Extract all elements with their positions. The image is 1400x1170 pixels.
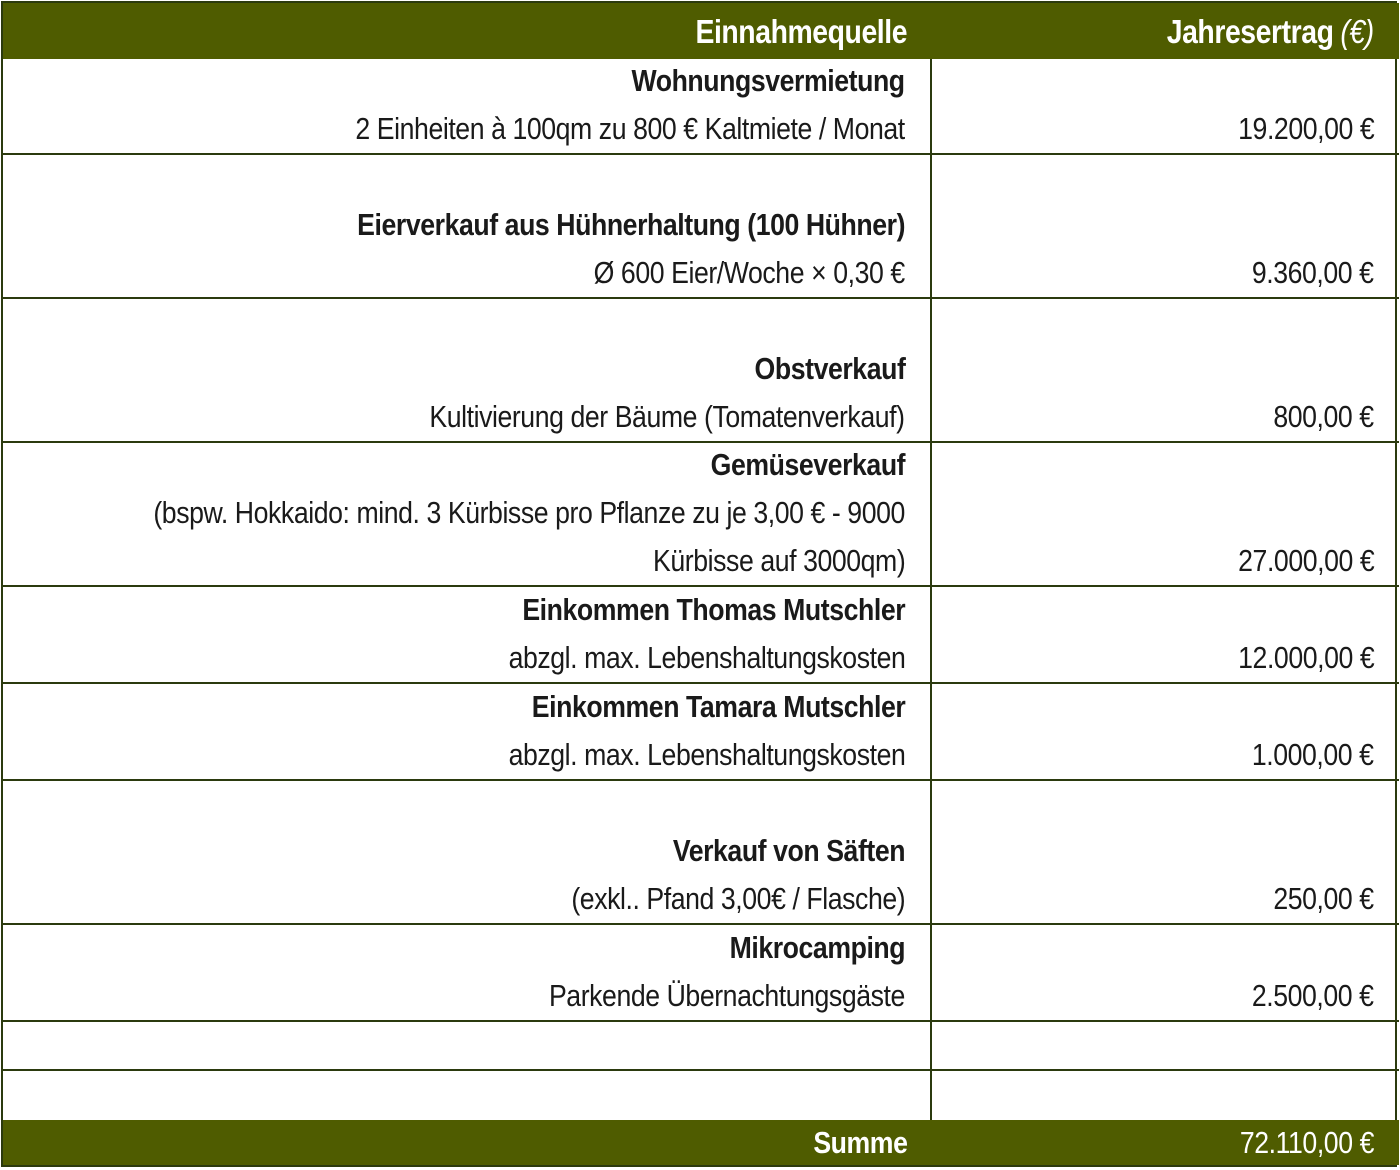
source-title: Gemüseverkauf	[710, 447, 905, 482]
source-detail: (bspw. Hokkaido: mind. 3 Kürbisse pro Pflanze zu je 3,00 € - 9000	[153, 495, 905, 530]
table-row	[3, 925, 1399, 1022]
empty-cell	[3, 1022, 932, 1069]
empty-cell	[932, 1071, 1399, 1120]
source-cell	[3, 684, 932, 779]
source-title: Mikrocamping	[729, 930, 905, 965]
empty-cell	[3, 1071, 932, 1120]
header-income-text: Jahresertrag	[1166, 13, 1334, 50]
empty-cell	[932, 1022, 1399, 1069]
footer-label-cell	[3, 1120, 932, 1165]
source-title: Einkommen Tamara Mutschler	[531, 689, 905, 724]
source-detail: Kultivierung der Bäume (Tomatenverkauf)	[429, 399, 905, 434]
source-title: Wohnungsvermietung	[631, 63, 905, 98]
header-income-label	[1167, 5, 1374, 59]
empty-row	[3, 1022, 1399, 1071]
table-row	[3, 587, 1399, 684]
amount-cell	[932, 781, 1399, 923]
source-cell	[3, 925, 932, 1020]
amount-cell	[932, 155, 1399, 297]
header-source-cell	[3, 3, 932, 59]
table-header	[3, 3, 1399, 59]
source-cell	[3, 299, 932, 441]
header-source-label: Einnahmequelle	[695, 13, 907, 50]
table-row	[3, 155, 1399, 299]
table-row	[3, 781, 1399, 925]
table-row	[3, 299, 1399, 443]
amount-value: 9.360,00 €	[1252, 255, 1374, 290]
source-title: Einkommen Thomas Mutschler	[522, 592, 905, 627]
table-row	[3, 59, 1399, 155]
income-table	[1, 1, 1397, 1167]
empty-row	[3, 1071, 1399, 1120]
source-cell	[3, 155, 932, 297]
footer-total-cell	[932, 1120, 1399, 1165]
source-detail: abzgl. max. Lebenshaltungskosten	[508, 640, 905, 675]
amount-value: 27.000,00 €	[1237, 543, 1374, 578]
amount-value: 250,00 €	[1273, 881, 1374, 916]
source-detail: (exkl.. Pfand 3,00€ / Flasche)	[571, 881, 905, 916]
source-detail: abzgl. max. Lebenshaltungskosten	[508, 737, 905, 772]
source-detail: Kürbisse auf 3000qm)	[652, 543, 905, 578]
table-row	[3, 443, 1399, 587]
source-cell	[3, 587, 932, 682]
amount-value: 2.500,00 €	[1252, 978, 1374, 1013]
amount-cell	[932, 684, 1399, 779]
source-detail: Parkende Übernachtungsgäste	[549, 978, 905, 1013]
amount-cell	[932, 443, 1399, 585]
amount-cell	[932, 925, 1399, 1020]
header-income-cell	[932, 3, 1399, 59]
amount-value: 19.200,00 €	[1237, 111, 1374, 146]
source-cell	[3, 59, 932, 153]
amount-value: 1.000,00 €	[1252, 737, 1374, 772]
header-income-unit: (€)	[1340, 13, 1374, 50]
sum-label: Summe	[812, 1125, 907, 1160]
table-footer	[3, 1120, 1399, 1165]
source-title: Eierverkauf aus Hühnerhaltung (100 Hühner)	[357, 207, 905, 242]
amount-cell	[932, 587, 1399, 682]
table-row	[3, 684, 1399, 781]
source-detail: Ø 600 Eier/Woche × 0,30 €	[593, 255, 905, 290]
sum-total: 72.110,00 €	[1239, 1125, 1374, 1160]
source-title: Verkauf von Säften	[672, 833, 905, 868]
amount-value: 12.000,00 €	[1237, 640, 1374, 675]
source-cell	[3, 781, 932, 923]
amount-cell	[932, 299, 1399, 441]
amount-cell	[932, 59, 1399, 153]
amount-value: 800,00 €	[1273, 399, 1374, 434]
source-title: Obstverkauf	[754, 351, 905, 386]
source-cell	[3, 443, 932, 585]
source-detail: 2 Einheiten à 100qm zu 800 € Kaltmiete / Monat	[355, 111, 905, 146]
